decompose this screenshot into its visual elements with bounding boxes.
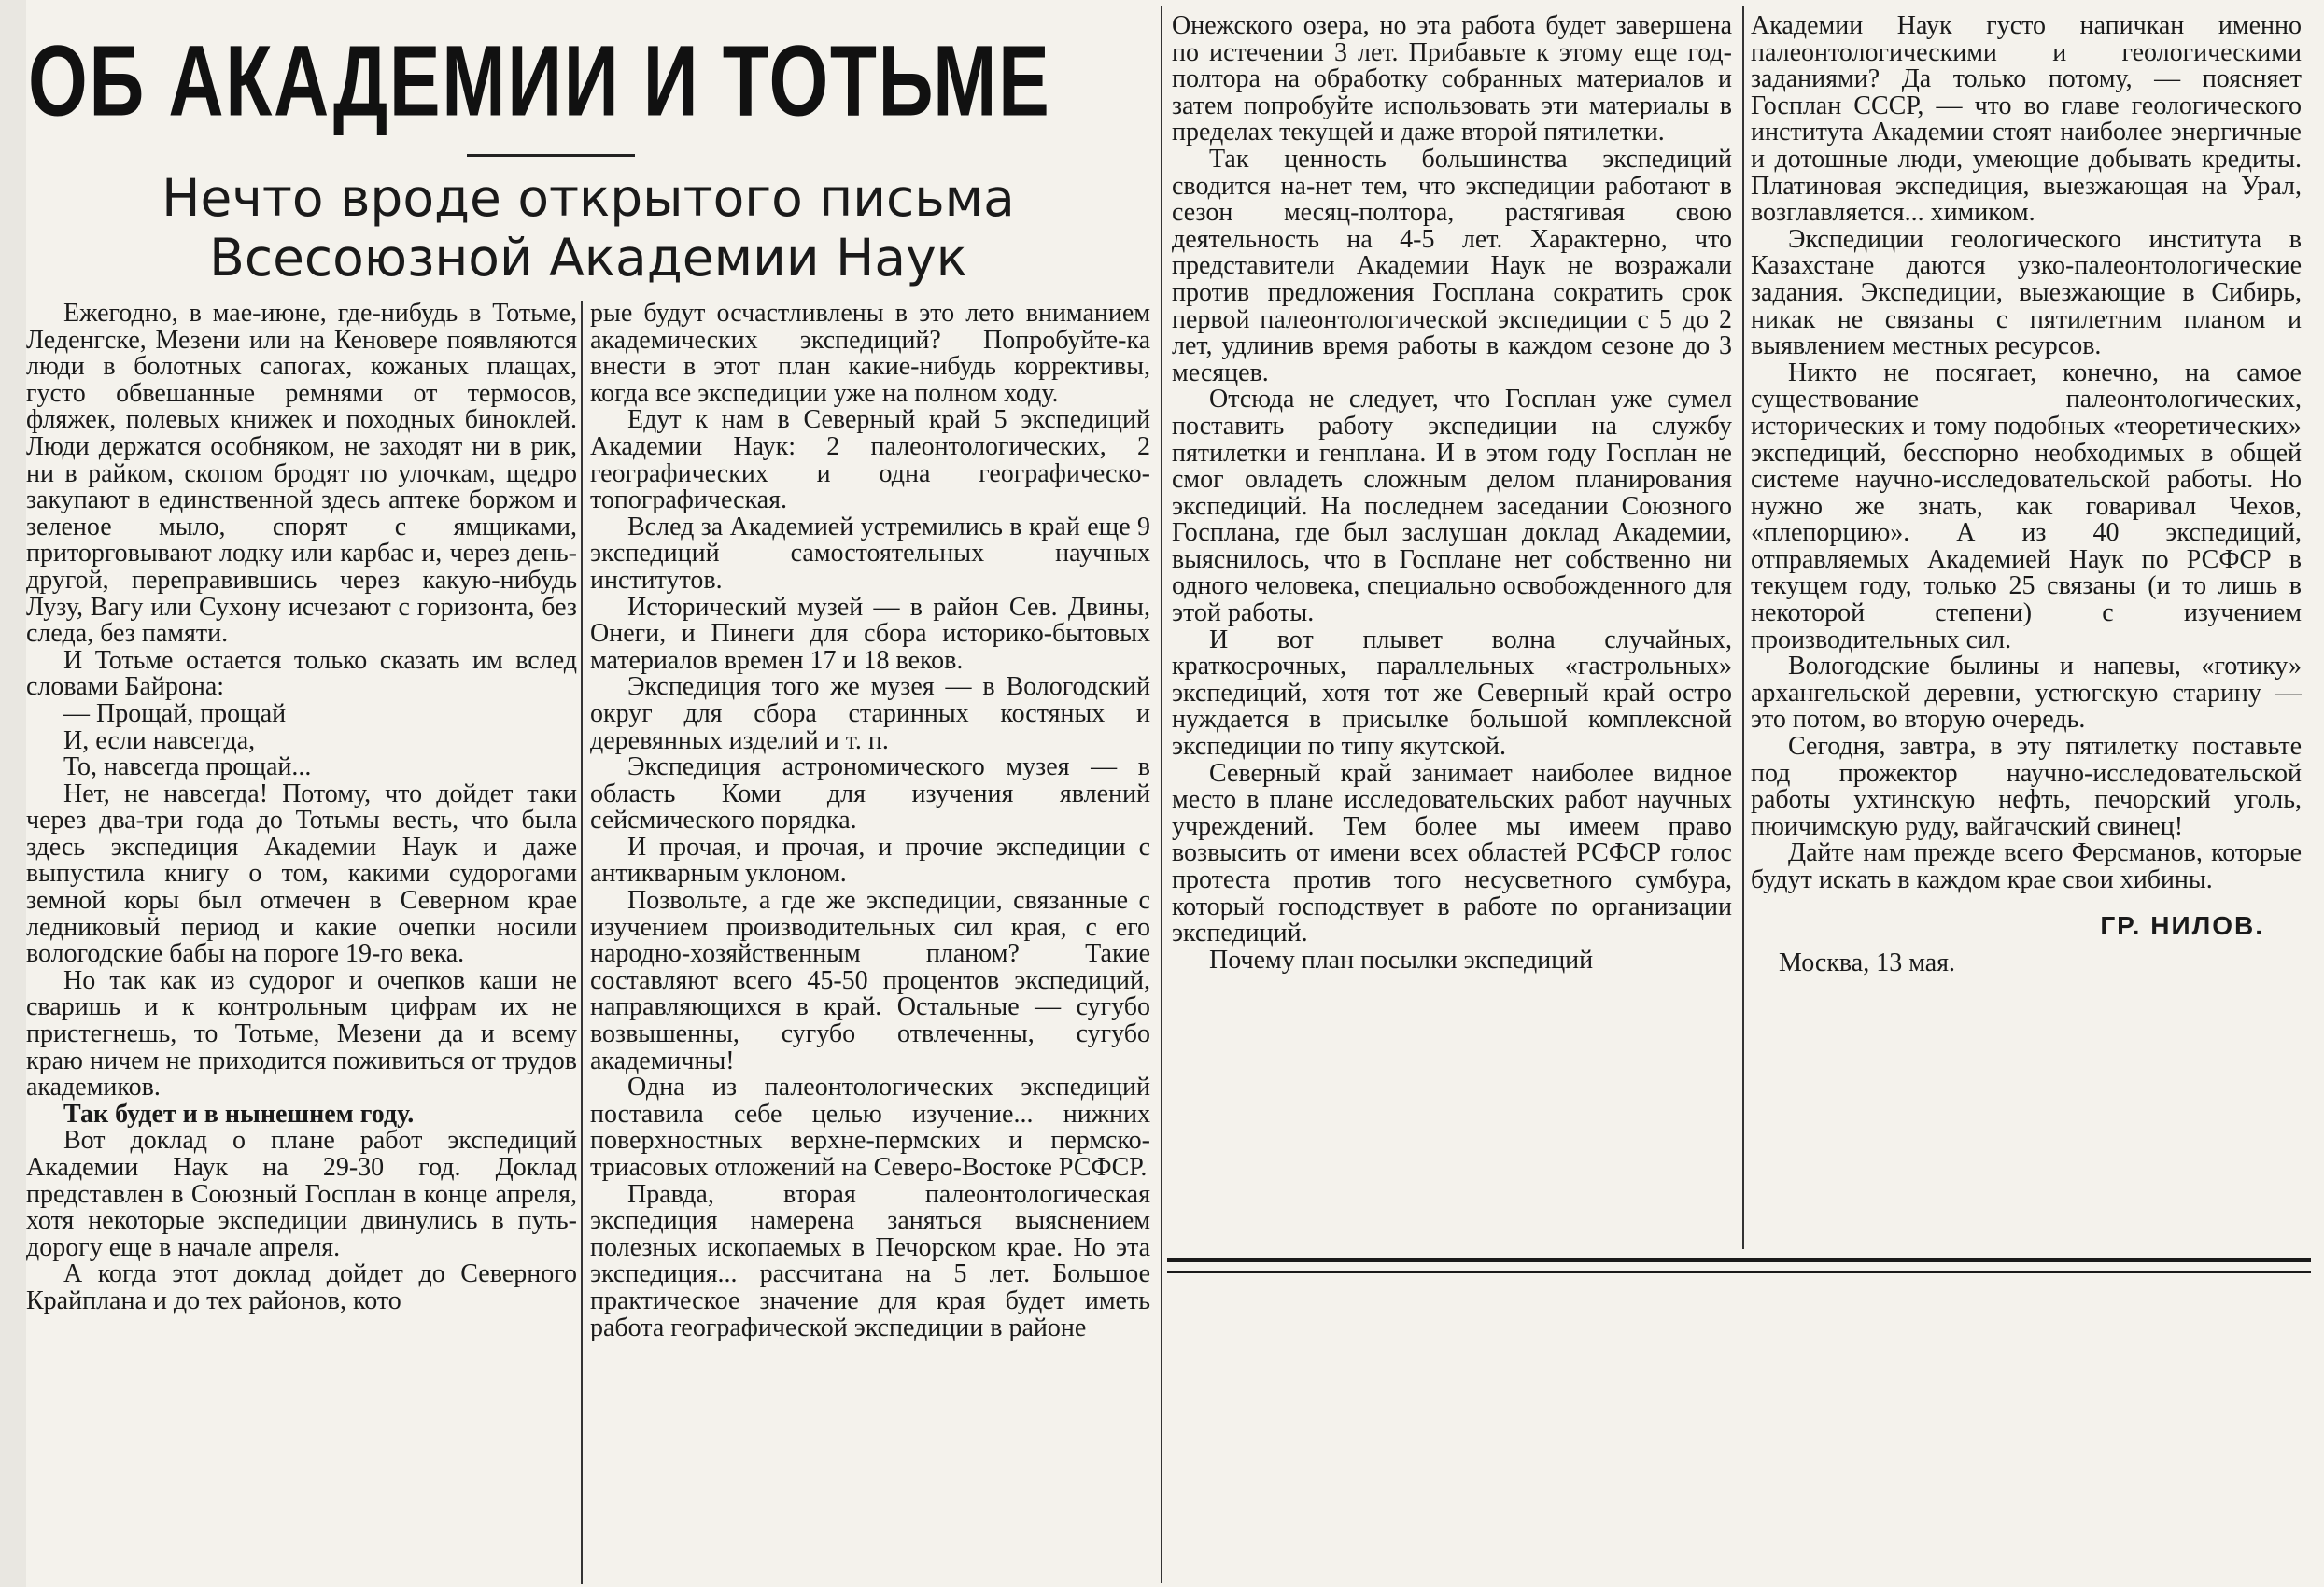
paragraph: Экспедиция астрономического музея — в область Коми для изучения явлений сейсмического порядка.	[590, 752, 1150, 836]
paragraph: Едут к нам в Северный край 5 экспедиций Академии Наук: 2 палеонтологических, 2 географических и одна географическо-топографическая.	[590, 405, 1150, 515]
article-column-3	[1172, 13, 1732, 1245]
paragraph: И прочая, и прочая, и прочие экспедиции с антикварным уклоном.	[590, 832, 1150, 889]
article-end-rule	[1167, 1258, 2311, 1262]
subheadline	[121, 168, 1055, 288]
paragraph: И Тотьме остается только сказать им вслед словами Байрона:	[26, 645, 577, 702]
paragraph: рые будут осчастливлены в это лето вниманием академических экспедиций? Попробуйте-ка внести в этот план какие-нибудь коррективы, когда все экспедиции уже на полном ходу.	[590, 301, 1150, 408]
article-column-1	[26, 301, 577, 1584]
paragraph: Нет, не навсегда! Потому, что дойдет таки через два-три года до Тотьмы весть, что была здесь экспедиция Академии Наук и даже выпустила книгу о том, какими судорогами земной коры был отмечен в Северном крае ледниковый период и какие очепки носили вологодские бабы на пороге 19-го века.	[26, 779, 577, 969]
poem-line: И, если навсегда,	[63, 725, 256, 755]
paragraph: Правда, вторая палеонтологическая экспедиция намерена заняться выяснением полезных ископаемых в Печорском крае. Но эта экспедиция... рассчитана на 5 лет. Большое практическое значение для края будет иметь работа географической экспедиции в районе	[590, 1179, 1150, 1342]
dateline: Москва, 13 мая.	[1779, 948, 1956, 978]
subheadline-line-1: Нечто вроде открытого письма	[162, 168, 1015, 228]
paragraph: Почему план посылки экспедиций	[1209, 945, 1594, 975]
column-divider	[1161, 6, 1162, 1583]
paragraph: Академии Наук густо напичкан именно палеонтологическими и геологическими заданиями? Да только потому, — поясняет Госплан СССР, — что во главе геологического института Академии стоят наиболее энергичные и дотошные люди, умеющие добывать кредиты. Платиновая экспедиция, выезжающая на Урал, возглавляется... химиком.	[1751, 13, 2302, 228]
paragraph: Так будет и в нынешнем году.	[63, 1099, 415, 1129]
poem-line: То, навсегда прощай...	[63, 752, 312, 782]
paragraph: А когда этот доклад дойдет до Северного Крайплана и до тех районов, кото	[26, 1259, 577, 1315]
scan-edge	[0, 0, 26, 1587]
paragraph: Дайте нам прежде всего Ферсманов, которые будут искать в каждом крае свои хибины.	[1751, 838, 2302, 894]
column-divider	[1742, 6, 1744, 1249]
paragraph: Северный край занимает наиболее видное место в плане исследовательских работ научных учреждений. Тем более мы имеем право возвысить от имени всех областей РСФСР голос протеста против того несусветного сумбура, который господствует в работе по организации экспедиций.	[1172, 758, 1732, 948]
headline-rule	[467, 154, 635, 157]
paragraph: Ежегодно, в мае-июне, где-нибудь в Тотьме, Леденгске, Мезени или на Кеновере появляются люди в болотных сапогах, кожаных плащах, густо обвешанные ремнями от термосов, фляжек, полевых книжек и походных биноклей. Люди держатся особняком, не заходят ни в рик, ни в райком, скопом бродят по улочкам, щедро закупают в единственной здесь аптеке боржом и зеленое мыло, спорят с ямщиками, приторговывают лодку или карбас и, через день-другой, переправившись через какую-нибудь Лузу, Вагу или Сухону исчезают с горизонта, без следа, без памяти.	[26, 301, 577, 649]
paragraph: Так ценность большинства экспедиций сводится на-нет тем, что экспедиции работают в сезон месяц-полтора, растягивая свою деятельность на 4-5 лет. Характерно, что представители Академии Наук не возражали против предложения Госплана сократить срок первой палеонтологической экспедиции с 5 до 2 лет, удлинив время работы в каждом сезоне до 3 месяцев.	[1172, 144, 1732, 387]
article-column-4	[1751, 13, 2302, 1245]
paragraph: Вслед за Академией устремились в край еще 9 экспедиций самостоятельных научных институтов.	[590, 512, 1150, 595]
author-signature: ГР. НИЛОВ.	[2100, 910, 2264, 940]
article-end-rule-thin	[1167, 1271, 2311, 1273]
paragraph: Никто не посягает, конечно, на самое существование палеонтологических, исторических и тому подобных «теоретических» экспедиций, бесспорно необходимых в общей системе научно-исследовательской работы. Но нужно же знать, как говаривал Чехов, «плепорцию». А из 40 экспедиций, отправляемых Академией Наук по РСФСР в текущем году, только 25 связаны (и то лишь в некоторой степени) с изучением производительных сил.	[1751, 358, 2302, 654]
paragraph: Экспедиции геологического института в Казахстане даются узко-палеонтологические задания. Экспедиции, выезжающие в Сибирь, никак не связаны с пятилетним планом и выявлением местных ресурсов.	[1751, 224, 2302, 361]
paragraph: Позвольте, а где же экспедиции, связанные с изучением производительных сил края, с его народно-хозяйственным планом? Такие составляют всего 45-50 процентов экспедиций, направляющихся в край. Остальные — сугубо возвышенны, сугубо отвлеченны, сугубо академичны!	[590, 886, 1150, 1075]
paragraph: Одна из палеонтологических экспедиций поставила себе целью изучение... нижних поверхностных верхне-пермских и пермско-триасовых отложений на Северо-Востоке РСФСР.	[590, 1073, 1150, 1182]
article-column-2	[590, 301, 1150, 1584]
paragraph: Исторический музей — в район Сев. Двины, Онеги, и Пинеги для сбора историко-бытовых материалов времен 17 и 18 веков.	[590, 592, 1150, 675]
paragraph: Сегодня, завтра, в эту пятилетку поставьте под прожектор научно-исследовательской работы ухтинскую нефть, печорский уголь, пюичимскую руду, вайгачский свинец!	[1751, 732, 2302, 841]
paragraph: Онежского озера, но эта работа будет завершена по истечении 3 лет. Прибавьте к этому еще год-полтора на обработку собранных материалов и затем попробуйте использовать эти материалы в пределах текущей и даже второй пятилетки.	[1172, 13, 1732, 147]
paragraph: Вологодские былины и напевы, «готику» архангельской деревни, устюгскую старину — это потом, во вторую очередь.	[1751, 652, 2302, 735]
column-divider	[581, 301, 583, 1584]
paragraph: Но так как из судорог и очепков каши не сваришь и к контрольным цифрам их не пристегнешь, то Тотьме, Мезени да и всему краю ничем не приходится поживиться от трудов академиков.	[26, 965, 577, 1102]
poem-line: — Прощай, прощай	[63, 698, 287, 728]
headline: ОБ АКАДЕМИИ И ТОТЬМЕ	[28, 24, 1051, 138]
subheadline-line-2: Всесоюзной Академии Наук	[209, 228, 967, 288]
paragraph: Экспедиция того же музея — в Вологодский округ для сбора старинных костяных и деревянных изделий и т. п.	[590, 672, 1150, 755]
paragraph: Отсюда не следует, что Госплан уже сумел поставить работу экспедиции на службу пятилетки и генплана. И в этом году Госплан не смог овладеть сложным делом планирования экспедиций. На последнем заседании Союзного Госплана, где был заслушан доклад Академии, выяснилось, что в Госплане нет собственно ни одного человека, специально освобожденного для этой работы.	[1172, 385, 1732, 628]
paragraph: Вот доклад о плане работ экспедиций Академии Наук на 29-30 год. Доклад представлен в Союзный Госплан в конце апреля, хотя некоторые экспедиции двинулись в путь-дорогу еще в начале апреля.	[26, 1126, 577, 1262]
paragraph: И вот плывет волна случайных, краткосрочных, параллельных «гастрольных» экспедиций, хотя тот же Северный край остро нуждается в присылке большой комплексной экспедиции по типу якутской.	[1172, 625, 1732, 762]
